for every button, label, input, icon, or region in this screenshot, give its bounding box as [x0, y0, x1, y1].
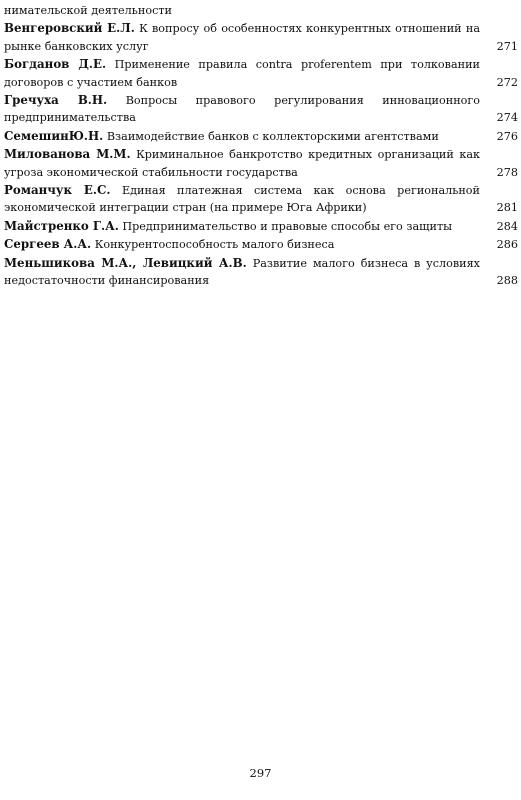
toc-entry: [4, 56, 518, 91]
toc-entry: [4, 92, 518, 127]
entry-title: Взаимодействие банков с коллекторскими агентствами: [106, 129, 439, 143]
entry-page-number: 286: [496, 238, 518, 252]
entry-author: Меньшикова М.А., Левицкий А.В.: [4, 255, 247, 270]
entry-page-number: 278: [496, 165, 518, 179]
entry-author: Милованова М.М.: [4, 147, 131, 162]
entry-author: Романчук Е.С.: [4, 183, 111, 198]
toc-entry: [4, 128, 518, 145]
toc-entry: [4, 255, 518, 290]
entry-page-number: 272: [496, 75, 518, 89]
entry-title: Применение правила contra proferentem при толковании договоров с участием банков: [4, 58, 480, 89]
toc-entry: [4, 146, 518, 181]
toc-entry: [4, 236, 518, 253]
entry-page-number: 274: [496, 111, 518, 125]
toc-entry: [4, 182, 518, 217]
entry-title: К вопросу об особенностях конкурентных отношений на рынке банковских услуг: [4, 22, 481, 53]
page-number: 297: [249, 766, 272, 780]
entry-author: СемешинЮ.Н.: [4, 128, 104, 143]
entry-author: Венгеровский Е.Л.: [4, 21, 135, 36]
toc-entry: [4, 20, 518, 55]
entry-title: Конкурентоспособность малого бизнеса: [94, 238, 335, 252]
entry-title: Предпринимательство и правовые способы его защиты: [122, 219, 453, 233]
entry-author: Богданов Д.Е.: [4, 57, 107, 72]
toc-continuation: [4, 0, 518, 19]
entry-title: Вопросы правового регулирования инновационного предпринимательства: [4, 94, 480, 125]
entry-page-number: 284: [496, 219, 518, 233]
entry-title: Криминальное банкротство кредитных организаций как угроза экономической стабильности государства: [4, 148, 480, 179]
entry-author: Гречуха В.Н.: [4, 93, 108, 108]
entry-page-number: 271: [496, 39, 518, 53]
toc-entry: [4, 218, 518, 235]
entry-title: Развитие малого бизнеса в условиях недостаточности финансирования: [4, 256, 480, 288]
entry-author: Сергеев А.А.: [4, 237, 92, 252]
table-of-contents: [4, 0, 518, 291]
continuation-text: нимательской деятельности: [4, 4, 172, 17]
entry-title: Единая платежная система как основа региональной экономической интеграции стран (на примере Юга Африки): [4, 184, 480, 215]
entry-page-number: 276: [496, 129, 518, 143]
entry-page-number: 288: [496, 274, 518, 288]
entry-page-number: 281: [496, 201, 518, 215]
entry-author: Майстренко Г.А.: [4, 218, 119, 233]
